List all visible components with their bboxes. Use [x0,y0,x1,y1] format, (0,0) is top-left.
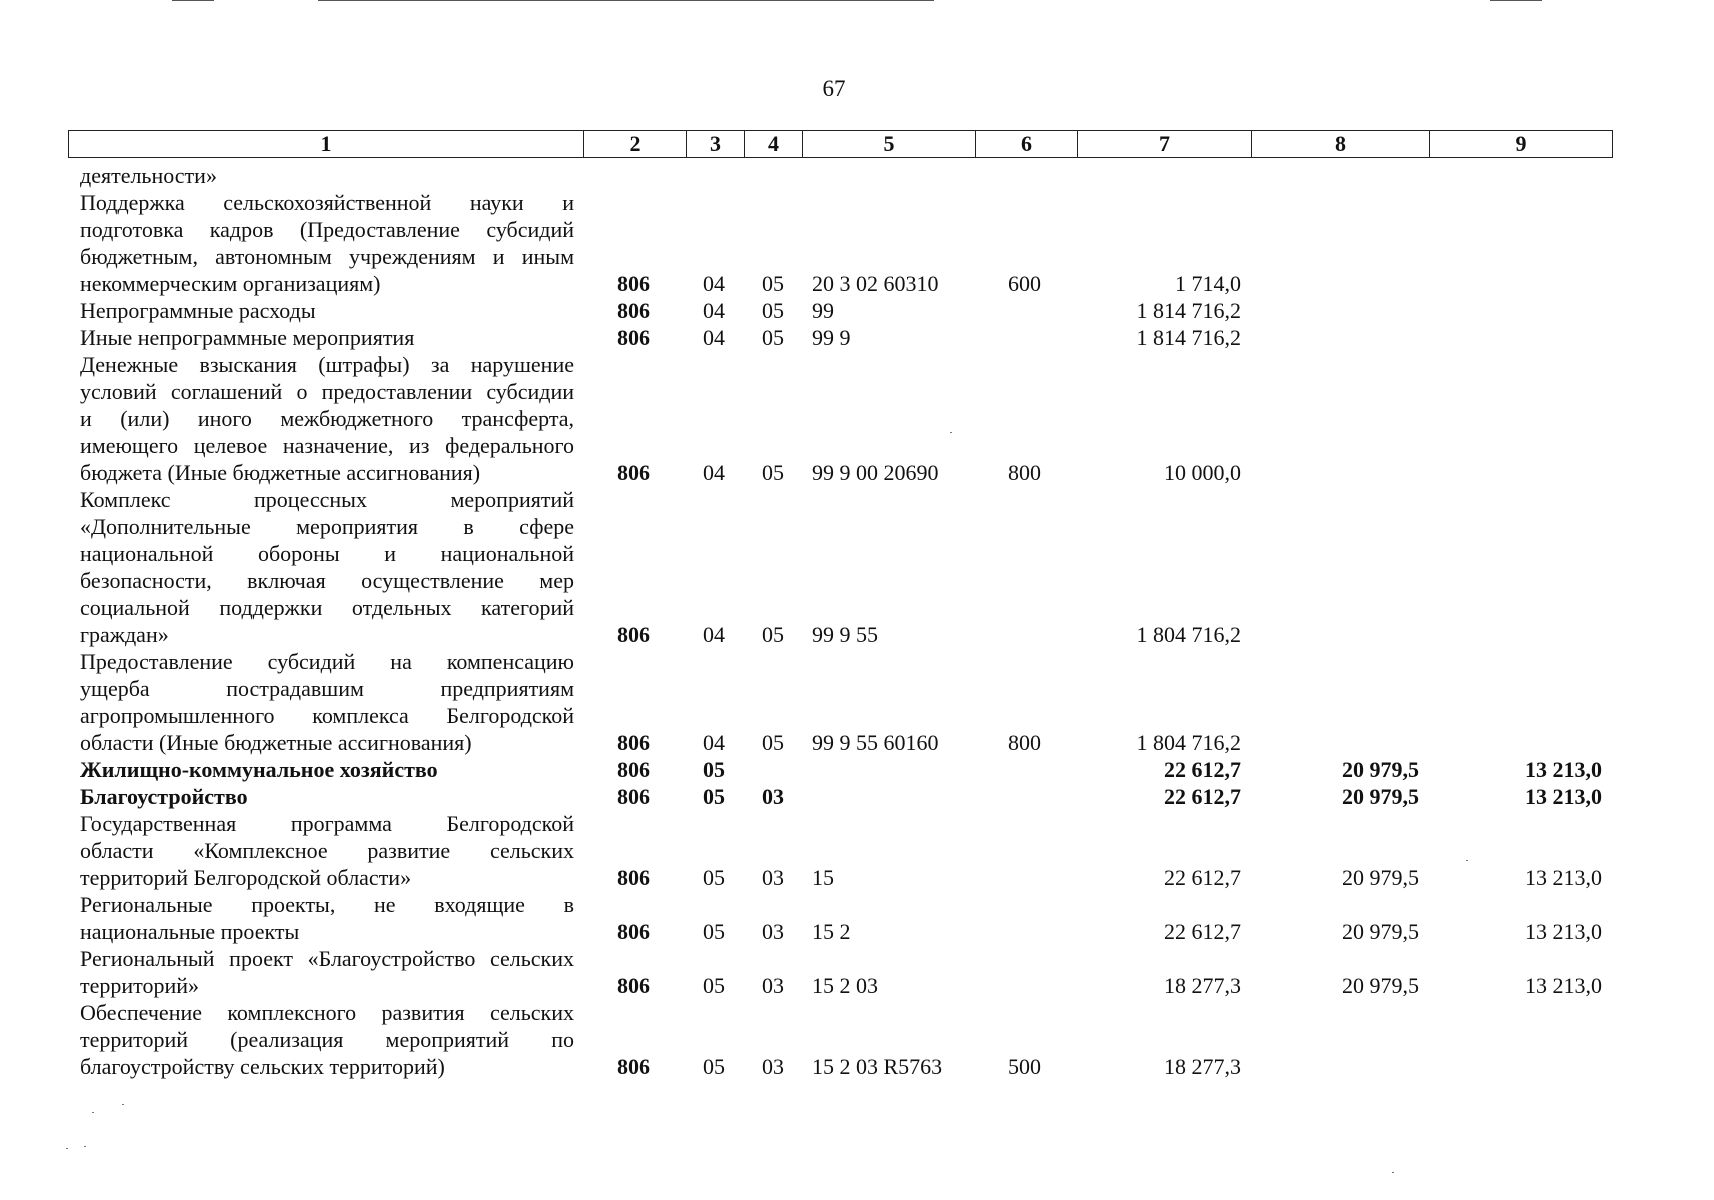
table-row [0,648,1714,756]
description-line: Государственная программа Белгородской [80,811,574,836]
cell-col-7: 22 612,7 [1164,919,1241,944]
cell-col-6: 800 [1008,730,1041,755]
cell-col-9: 13 213,0 [1525,757,1602,782]
cell-col-9: 13 213,0 [1525,919,1602,944]
cell-col-4: 03 [762,784,784,809]
cell-col-6: 800 [1008,460,1041,485]
description-line: Поддержка сельскохозяйственной науки и [80,190,574,215]
row-description [80,324,574,351]
cell-col-7: 1 804 716,2 [1136,622,1241,647]
cell-col-3: 04 [703,460,725,485]
row-description [80,810,574,891]
scan-speck [1392,1172,1394,1173]
description-line: Жилищно-коммунальное хозяйство [80,757,438,782]
cell-col-5: 15 [812,865,834,890]
description-line: Денежные взыскания (штрафы) за нарушение [80,352,574,377]
cell-col-8: 20 979,5 [1342,919,1419,944]
cell-col-3: 04 [703,325,725,350]
description-line: территорий» [80,973,200,998]
cell-col-7: 1 814 716,2 [1136,298,1241,323]
cell-col-3: 04 [703,298,725,323]
cell-col-3: 05 [703,784,725,809]
table-row [0,351,1714,486]
scan-speck [122,1104,124,1105]
page-number: 67 [822,76,846,101]
cell-col-7: 18 277,3 [1164,973,1241,998]
cell-col-2: 806 [617,460,650,485]
cell-col-9: 13 213,0 [1525,865,1602,890]
cell-col-2: 806 [617,919,650,944]
description-line: Обеспечение комплексного развития сельских [80,1000,574,1025]
scan-speck [1466,860,1468,861]
cell-col-2: 806 [617,1054,650,1079]
description-line: условий соглашений о предоставлении субсидии [80,379,574,404]
description-line: национальной обороны и национальной [80,541,574,566]
cell-col-5: 99 [812,298,834,323]
scan-speck [84,1146,86,1147]
row-description [80,999,574,1080]
cell-col-8: 20 979,5 [1342,865,1419,890]
table-row [0,189,1714,297]
cell-col-2: 806 [617,757,650,782]
cell-col-7: 1 804 716,2 [1136,730,1241,755]
cell-col-4: 05 [762,298,784,323]
cell-col-2: 806 [617,865,650,890]
cell-col-2: 806 [617,973,650,998]
column-header-9: 9 [1430,131,1613,158]
top-edge-line-3 [1490,0,1542,1]
cell-col-9: 13 213,0 [1525,784,1602,809]
description-line: Иные непрограммные мероприятия [80,325,415,350]
scan-speck [92,1112,94,1113]
cell-col-4: 05 [762,325,784,350]
description-line: ущерба пострадавшим предприятиям [80,676,574,701]
table-row [0,297,1714,324]
description-line: области «Комплексное развитие сельских [80,838,574,863]
cell-col-3: 04 [703,730,725,755]
column-header-5: 5 [803,131,976,158]
cell-col-4: 03 [762,973,784,998]
cell-col-8: 20 979,5 [1342,973,1419,998]
cell-col-3: 05 [703,973,725,998]
table-row [0,810,1714,891]
cell-col-5: 99 9 00 20690 [812,460,939,485]
cell-col-5: 99 9 [812,325,851,350]
table-row [0,999,1714,1080]
cell-col-4: 03 [762,865,784,890]
cell-col-3: 04 [703,271,725,296]
scan-speck [950,432,952,433]
cell-col-7: 22 612,7 [1164,865,1241,890]
description-line: имеющего целевое назначение, из федерального [80,433,574,458]
description-line: Региональные проекты, не входящие в [80,892,574,917]
cell-col-4: 03 [762,919,784,944]
cell-col-3: 05 [703,1054,725,1079]
description-line: и (или) иного межбюджетного трансферта, [80,406,574,431]
cell-col-2: 806 [617,325,650,350]
cell-col-5: 99 9 55 [812,622,878,647]
cell-col-6: 500 [1008,1054,1041,1079]
row-description [80,189,574,297]
description-line: социальной поддержки отдельных категорий [80,595,574,620]
row-description [80,783,574,810]
column-header-4: 4 [745,131,803,158]
column-header-row [69,131,1613,158]
cell-col-2: 806 [617,730,650,755]
column-header-6: 6 [976,131,1078,158]
row-description [80,351,574,486]
row-description [80,945,574,999]
cell-col-7: 1 714,0 [1175,271,1241,296]
cell-col-3: 05 [703,865,725,890]
cell-col-4: 03 [762,1054,784,1079]
description-line: Непрограммные расходы [80,298,316,323]
row-description [80,756,574,783]
cell-col-5: 15 2 03 [812,973,878,998]
top-edge-line-1 [172,0,214,1]
description-line: территорий (реализация мероприятий по [80,1027,574,1052]
table-row [0,324,1714,351]
cell-col-2: 806 [617,298,650,323]
description-line: Благоустройство [80,784,248,809]
cell-col-3: 04 [703,622,725,647]
cell-col-7: 10 000,0 [1164,460,1241,485]
description-line: безопасности, включая осуществление мер [80,568,574,593]
description-line: территорий Белгородской области» [80,865,412,890]
cell-col-7: 1 814 716,2 [1136,325,1241,350]
cell-col-6: 600 [1008,271,1041,296]
cell-col-7: 22 612,7 [1164,757,1241,782]
row-description [80,297,574,324]
row-description [80,648,574,756]
description-line: Комплекс процессных мероприятий [80,487,574,512]
cell-col-2: 806 [617,622,650,647]
description-line: Региональный проект «Благоустройство сельских [80,946,574,971]
budget-table-body [0,162,1714,1080]
cell-col-5: 99 9 55 60160 [812,730,939,755]
cell-col-4: 05 [762,460,784,485]
table-row [0,945,1714,999]
description-line: национальные проекты [80,919,300,944]
description-line: некоммерческим организациям) [80,271,381,296]
description-line: Предоставление субсидий на компенсацию [80,649,574,674]
cell-col-7: 18 277,3 [1164,1054,1241,1079]
cell-col-3: 05 [703,757,725,782]
row-description [80,162,574,189]
description-line: благоустройству сельских территорий) [80,1054,445,1079]
top-edge-line-2 [318,0,934,1]
cell-col-8: 20 979,5 [1342,757,1419,782]
cell-col-5: 20 3 02 60310 [812,271,939,296]
table-row [0,783,1714,810]
cell-col-4: 05 [762,271,784,296]
cell-col-5: 15 2 03 R5763 [812,1054,943,1079]
cell-col-9: 13 213,0 [1525,973,1602,998]
cell-col-2: 806 [617,271,650,296]
description-line: области (Иные бюджетные ассигнования) [80,730,472,755]
cell-col-3: 05 [703,919,725,944]
column-header-table [68,130,1613,158]
table-row [0,486,1714,648]
row-description [80,891,574,945]
description-line: деятельности» [80,163,217,188]
cell-col-7: 22 612,7 [1164,784,1241,809]
column-header-2: 2 [584,131,687,158]
description-line: бюджета (Иные бюджетные ассигнования) [80,460,481,485]
column-header-8: 8 [1252,131,1430,158]
cell-col-2: 806 [617,784,650,809]
cell-col-4: 05 [762,622,784,647]
description-line: «Дополнительные мероприятия в сфере [80,514,574,539]
column-header-3: 3 [687,131,745,158]
scan-speck [66,1148,68,1149]
column-header-1: 1 [69,131,584,158]
description-line: граждан» [80,622,169,647]
table-row [0,162,1714,189]
cell-col-4: 05 [762,730,784,755]
table-row [0,756,1714,783]
table-row [0,891,1714,945]
row-description [80,486,574,648]
description-line: подготовка кадров (Предоставление субсидий [80,217,574,242]
cell-col-8: 20 979,5 [1342,784,1419,809]
description-line: бюджетным, автономным учреждениям и иным [80,244,574,269]
cell-col-5: 15 2 [812,919,851,944]
description-line: агропромышленного комплекса Белгородской [80,703,574,728]
column-header-7: 7 [1078,131,1252,158]
